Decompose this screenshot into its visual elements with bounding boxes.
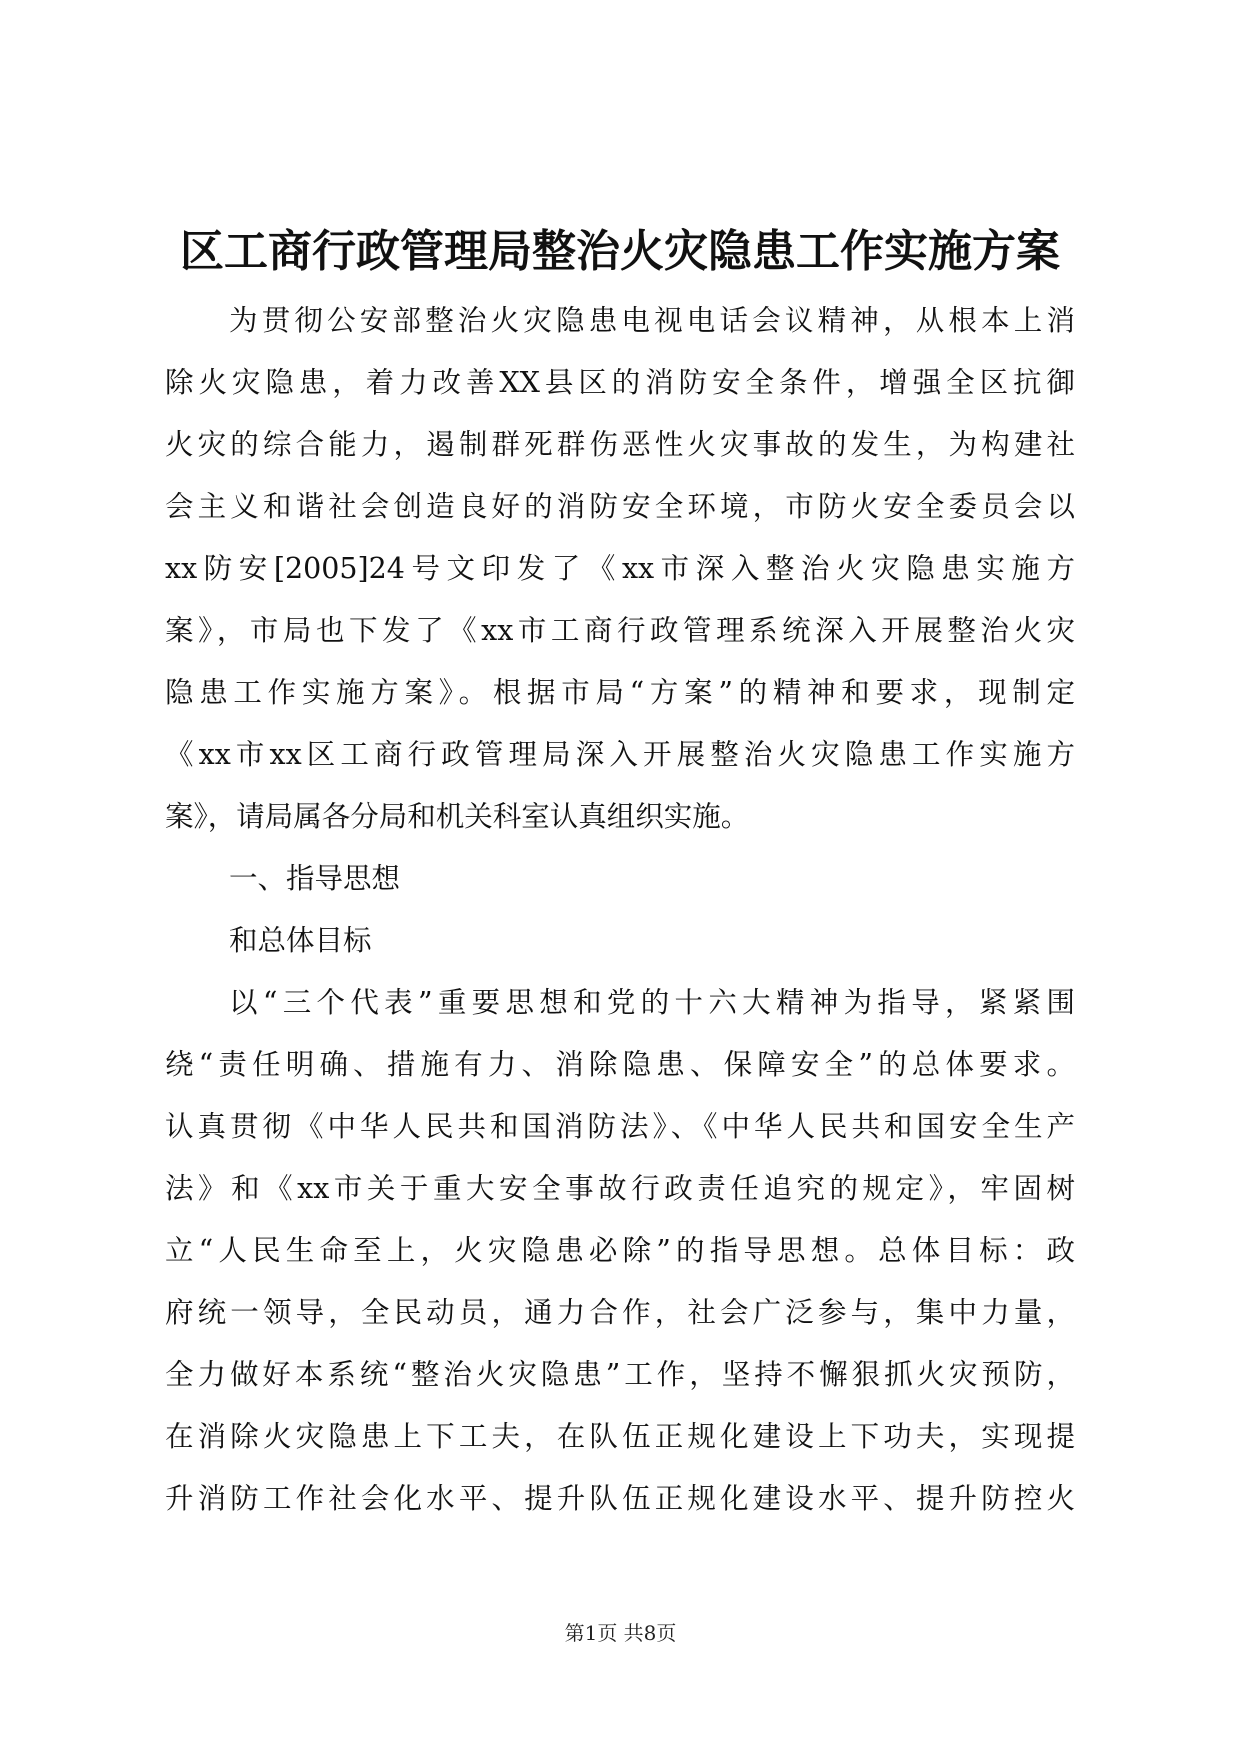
body-line: 法》和《xx市关于重大安全事故行政责任追究的规定》，牢固树 <box>165 1172 1075 1205</box>
body-line: 案》，市局也下发了《xx市工商行政管理系统深入开展整治火灾 <box>165 614 1075 647</box>
body-line: 火灾的综合能力，遏制群死群伤恶性火灾事故的发生，为构建社 <box>165 428 1075 461</box>
body-line: 隐患工作实施方案》。根据市局“方案”的精神和要求，现制定 <box>165 676 1075 709</box>
body-line: 案》，请局属各分局和机关科室认真组织实施。 <box>165 800 750 833</box>
body-line: 绕“责任明确、措施有力、消除隐患、保障安全”的总体要求。 <box>165 1048 1075 1081</box>
body-line: 在消除火灾隐患上下工夫，在队伍正规化建设上下功夫，实现提 <box>165 1420 1075 1453</box>
body-line: 会主义和谐社会创造良好的消防安全环境，市防火安全委员会以 <box>165 490 1075 523</box>
body-line: 除火灾隐患，着力改善XX县区的消防安全条件，增强全区抗御 <box>165 366 1075 399</box>
body-line: 立“人民生命至上，火灾隐患必除”的指导思想。总体目标：政 <box>165 1234 1075 1267</box>
body-line: 《xx市xx区工商行政管理局深入开展整治火灾隐患工作实施方 <box>165 738 1075 771</box>
body-line: 认真贯彻《中华人民共和国消防法》、《中华人民共和国安全生产 <box>165 1110 1075 1143</box>
body-line: 府统一领导，全民动员，通力合作，社会广泛参与，集中力量， <box>165 1296 1075 1329</box>
document-body <box>165 290 1075 1530</box>
section-heading: 一、指导思想 <box>229 862 401 895</box>
page-number-footer: 第1页 共8页 <box>564 1621 677 1645</box>
body-line: 全力做好本系统“整治火灾隐患”工作，坚持不懈狠抓火灾预防， <box>165 1358 1075 1391</box>
body-line: xx防安[2005]24号文印发了《xx市深入整治火灾隐患实施方 <box>165 552 1075 585</box>
document-title: 区工商行政管理局整治火灾隐患工作实施方案 <box>180 226 1060 277</box>
body-line: 升消防工作社会化水平、提升队伍正规化建设水平、提升防控火 <box>165 1482 1075 1515</box>
body-line: 为贯彻公安部整治火灾隐患电视电话会议精神，从根本上消 <box>229 304 1075 337</box>
body-line: 以“三个代表”重要思想和党的十六大精神为指导，紧紧围 <box>229 986 1075 1019</box>
section-heading-continued: 和总体目标 <box>229 924 372 957</box>
